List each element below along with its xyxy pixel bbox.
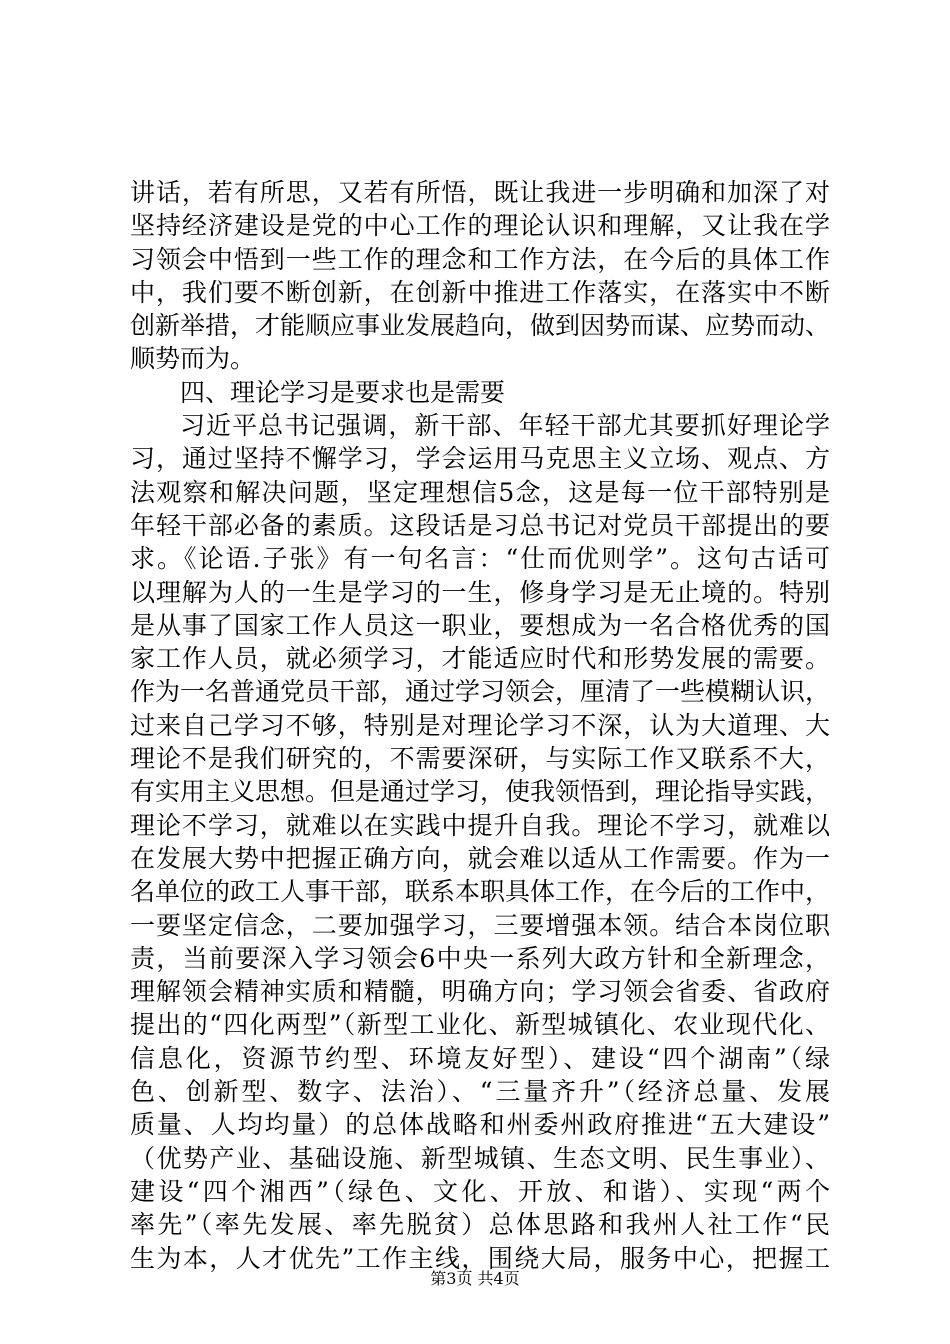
text-line: 生为本，人才优先”工作主线，围绕大局，服务中心，把握工 [130, 1243, 830, 1273]
text-line: 理解领会精神实质和精髓，明确方向；学习领会省委、省政府 [130, 977, 830, 1007]
text-line: 理论不是我们研究的，不需要深研，与实际工作又联系不大， [130, 744, 830, 774]
text-line: 色、创新型、数字、法治）、“三量齐升”（经济总量、发展 [130, 1077, 830, 1107]
text-line: 率先”（率先发展、率先脱贫）总体思路和我州人社工作“民 [130, 1210, 830, 1240]
text-line: 在发展大势中把握正确方向，就会难以适从工作需要。作为一 [130, 843, 830, 873]
text-line: 求。《论语.子张》有一句名言：“仕而优则学”。这句古话可 [130, 544, 830, 574]
page-number-footer: 第3页 共4页 [430, 1269, 520, 1288]
text-line: 是从事了国家工作人员这一职业，要想成为一名合格优秀的国 [130, 610, 830, 640]
paragraph-2 [130, 409, 830, 1275]
text-line: 以理解为人的一生是学习的一生，修身学习是无止境的。特别 [130, 577, 830, 607]
text-line: 讲话，若有所思，又若有所悟，既让我进一步明确和加深了对 [130, 178, 830, 207]
text-line: 中，我们要不断创新，在创新中推进工作落实，在落实中不断 [130, 277, 830, 307]
text-line: 建设“四个湘西”（绿色、文化、开放、和谐）、实现“两个 [130, 1176, 830, 1206]
text-line: 创新举措，才能顺应事业发展趋向，做到因势而谋、应势而动、 [130, 311, 831, 341]
paragraph-1 [130, 176, 830, 376]
text-line: 习近平总书记强调，新干部、年轻干部尤其要抓好理论学 [180, 411, 830, 441]
text-line: 过来自己学习不够，特别是对理论学习不深，认为大道理、大 [130, 710, 830, 740]
text-line: 一要坚定信念，二要加强学习，三要增强本领。结合本岗位职 [130, 910, 830, 940]
text-line: （优势产业、基础设施、新型城镇、生态文明、民生事业）、 [130, 1143, 830, 1173]
text-line: 家工作人员，就必须学习，才能适应时代和形势发展的需要。 [130, 644, 830, 674]
text-line: 责，当前要深入学习领会6中央一系列大政方针和全新理念， [130, 943, 830, 973]
text-line: 理论不学习，就难以在实践中提升自我。理论不学习，就难以 [130, 810, 830, 840]
text-line: 习，通过坚持不懈学习，学会运用马克思主义立场、观点、方 [130, 444, 830, 474]
text-line: 顺势而为。 [130, 344, 256, 374]
text-line: 质量、人均均量）的总体战略和州委州政府推进“五大建设” [130, 1110, 830, 1140]
document-body [130, 176, 830, 1275]
text-line: 年轻干部必备的素质。这段话是习总书记对党员干部提出的要 [130, 510, 830, 540]
text-line: 习领会中悟到一些工作的理念和工作方法，在今后的具体工作 [130, 244, 830, 274]
text-line: 作为一名普通党员干部，通过学习领会，厘清了一些模糊认识， [130, 677, 831, 707]
text-line: 名单位的政工人事干部，联系本职具体工作，在今后的工作中， [130, 877, 831, 907]
text-line: 信息化，资源节约型、环境友好型）、建设“四个湖南”（绿 [130, 1043, 830, 1073]
text-line: 有实用主义思想。但是通过学习，使我领悟到，理论指导实践， [130, 777, 831, 807]
text-line: 法观察和解决问题，坚定理想信5念，这是每一位干部特别是 [130, 477, 830, 507]
text-line: 坚持经济建设是党的中心工作的理论认识和理解，又让我在学 [130, 211, 830, 241]
text-line: 提出的“四化两型”（新型工业化、新型城镇化、农业现代化、 [130, 1010, 830, 1040]
section-heading: 四、理论学习是要求也是需要 [180, 377, 506, 407]
